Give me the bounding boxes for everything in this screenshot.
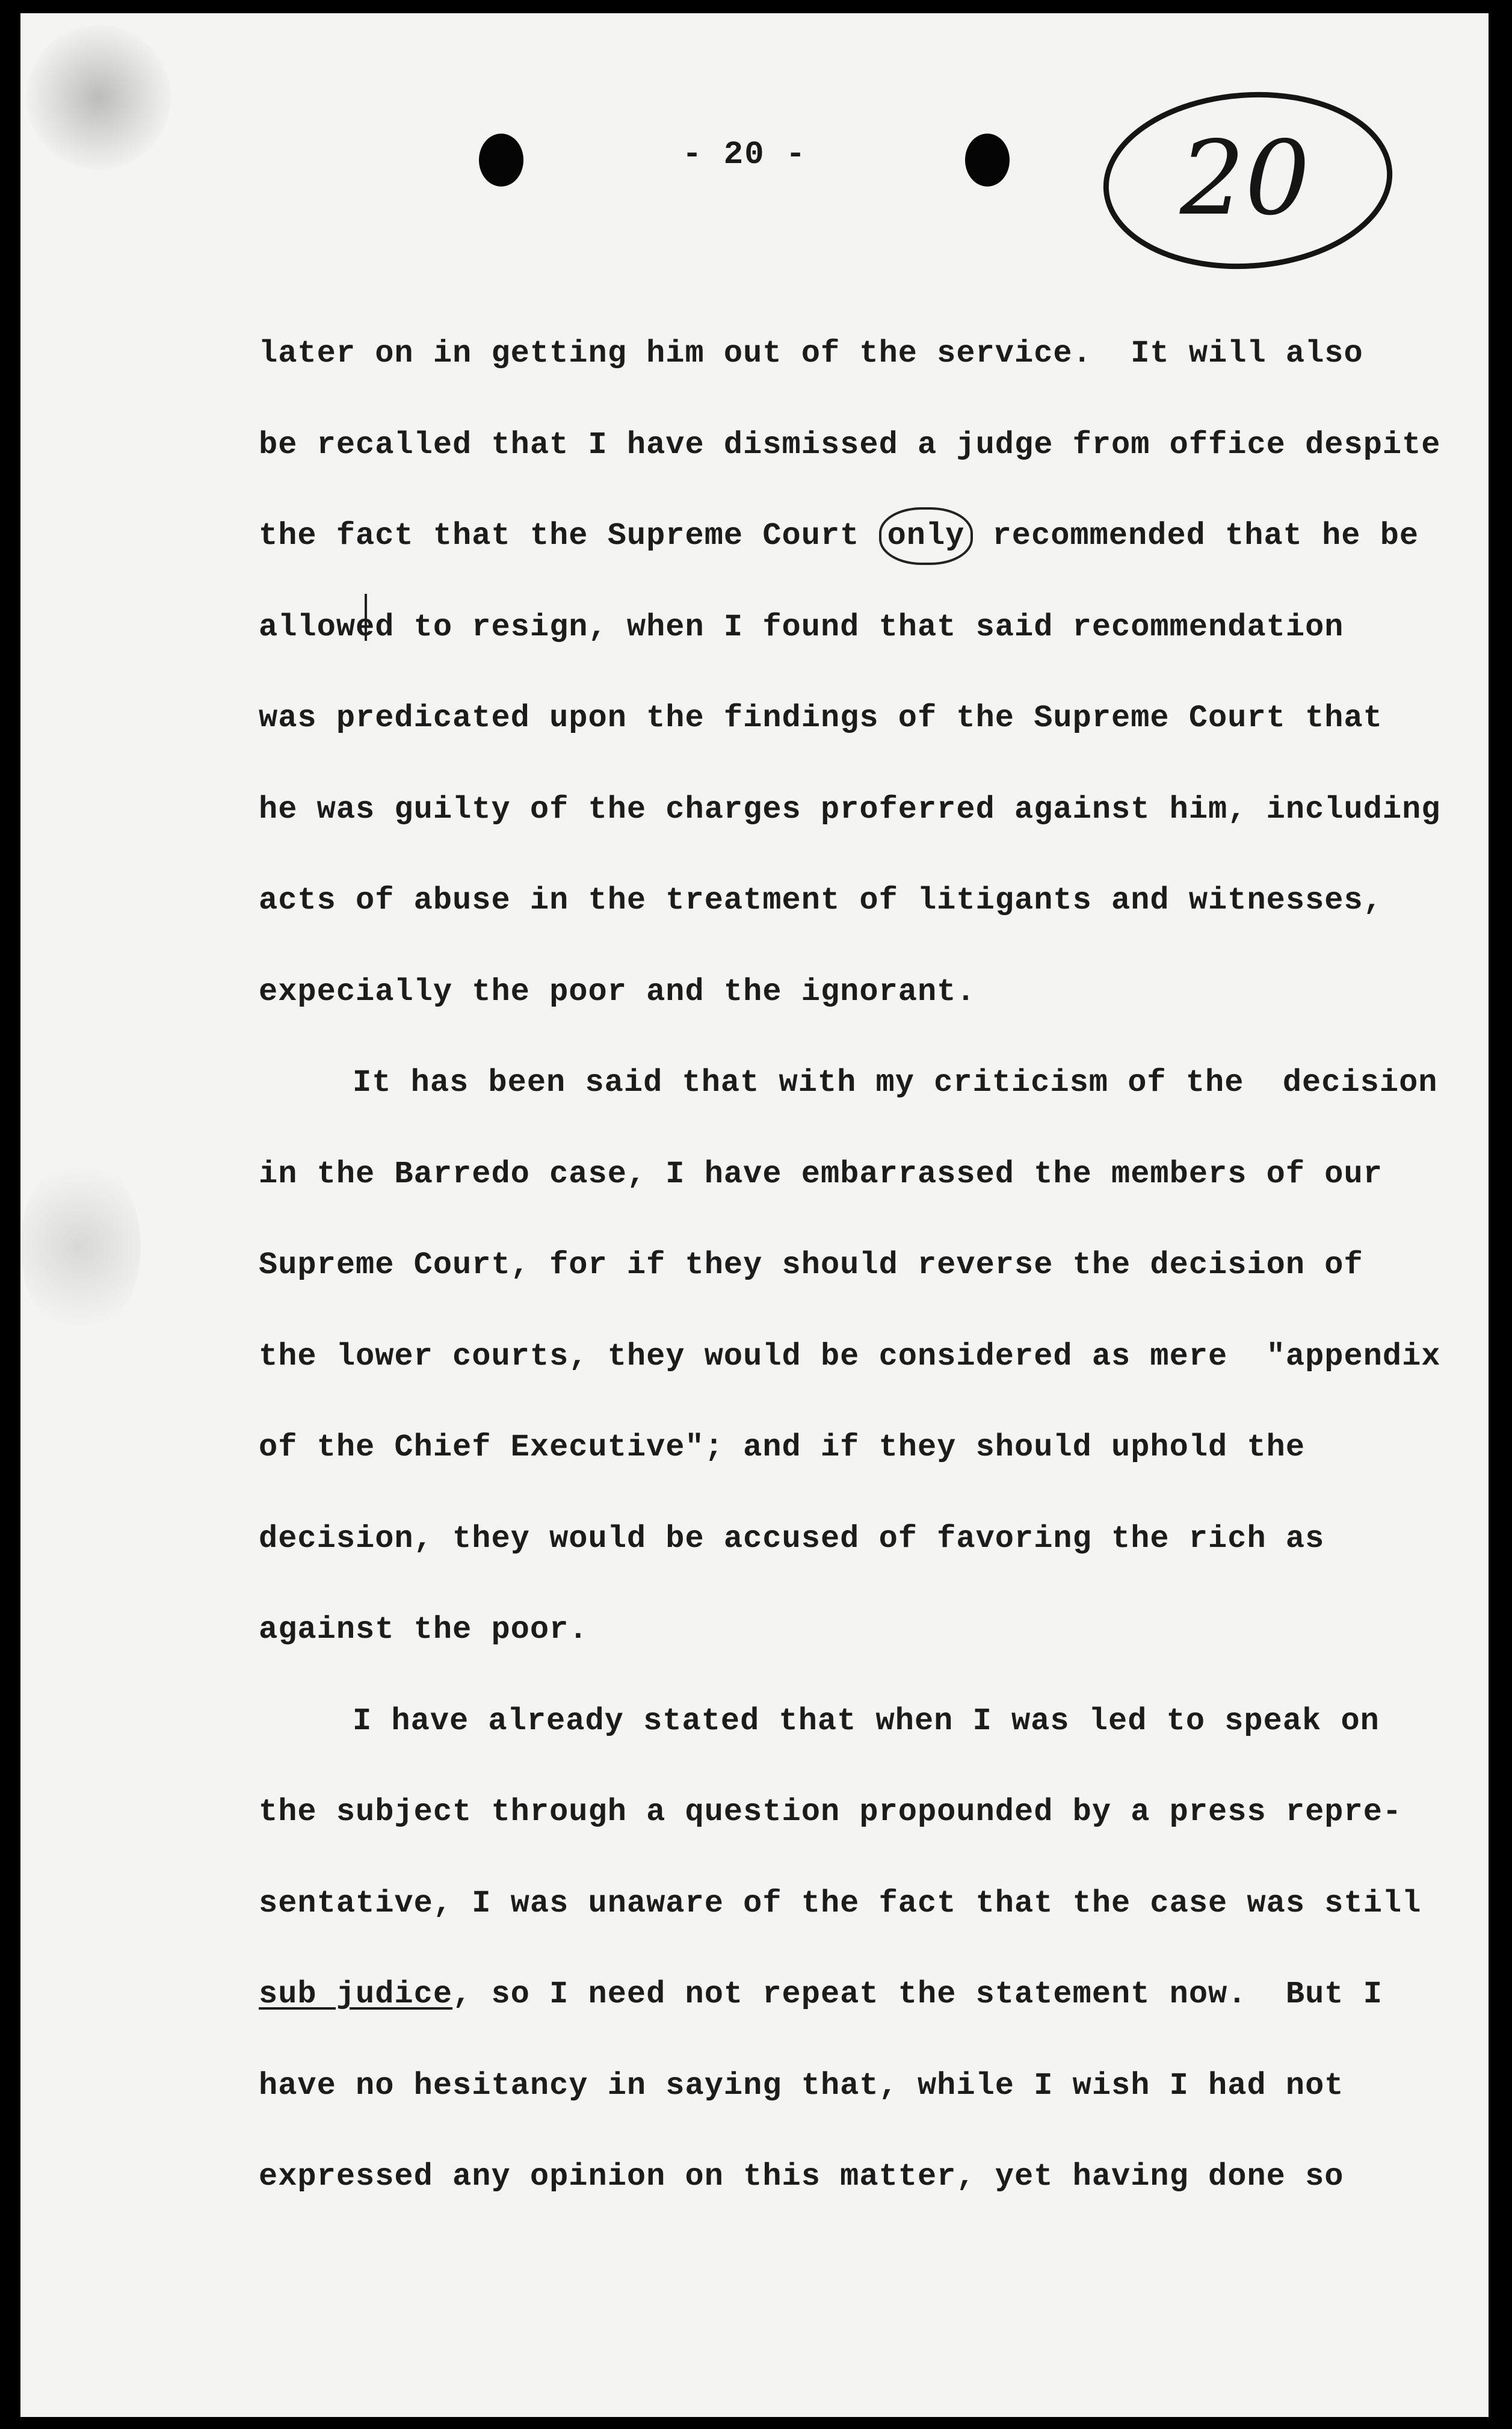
punch-hole-left — [479, 134, 523, 187]
text-line: sentative, I was unaware of the fact that the case was still — [259, 1885, 1422, 1921]
underlined-phrase: sub judice — [259, 1977, 453, 2012]
text-line — [259, 1949, 1438, 2040]
text-line: expressed any opinion on this matter, yet having done so — [259, 2159, 1344, 2194]
text-line: in the Barredo case, I have embarrassed the members of our — [259, 1156, 1383, 1192]
text-line: Supreme Court, for if they should reverse the decision of — [259, 1247, 1363, 1283]
text-line: against the poor. — [259, 1612, 588, 1647]
text-line: decision, they would be accused of favoring the rich as — [259, 1520, 1325, 1557]
text-line: later on in getting him out of the service. It will also — [259, 336, 1363, 371]
text-line: he was guilty of the charges proferred against him, including — [259, 791, 1441, 827]
text-line — [259, 490, 1438, 582]
paragraph-start-line: I have already stated that when I was led to speak on — [353, 1703, 1380, 1739]
letter-body — [259, 308, 1441, 2223]
text-line: be recalled that I have dismissed a judge from office despite — [259, 427, 1441, 463]
scan-smudge — [20, 1156, 141, 1337]
stamped-page-number: 20 — [1179, 119, 1310, 238]
page-number: - 20 - — [682, 137, 807, 173]
text-line: the subject through a question propounded by a press repre- — [259, 1794, 1402, 1830]
handwritten-page-number-stamp — [1097, 84, 1398, 277]
text-line: was predicated upon the findings of the Supreme Court that — [259, 700, 1383, 736]
text-line: have no hesitancy in saying that, while I wish I had not — [259, 2067, 1344, 2103]
punch-hole-right — [965, 134, 1010, 187]
circled-word: only — [879, 507, 974, 565]
text-line: expecially the poor and the ignorant. — [259, 974, 976, 1010]
text-line: of the Chief Executive"; and if they should uphold the — [259, 1430, 1306, 1465]
text-line: acts of abuse in the treatment of litigants and witnesses, — [259, 883, 1383, 918]
document-page — [20, 13, 1489, 2417]
text-segment: the fact that the Supreme Court — [259, 518, 879, 554]
text-segment: , so I need not repeat the statement now. But I — [452, 1977, 1383, 2012]
text-segment: recommended that he be — [973, 518, 1419, 554]
text-line: the lower courts, they would be considered as mere "appendix — [259, 1338, 1441, 1374]
paragraph-start-line: It has been said that with my criticism of the decision — [353, 1065, 1438, 1100]
text-line: allowed to resign, when I found that said recommendation — [259, 609, 1344, 645]
scan-smudge — [26, 25, 171, 170]
